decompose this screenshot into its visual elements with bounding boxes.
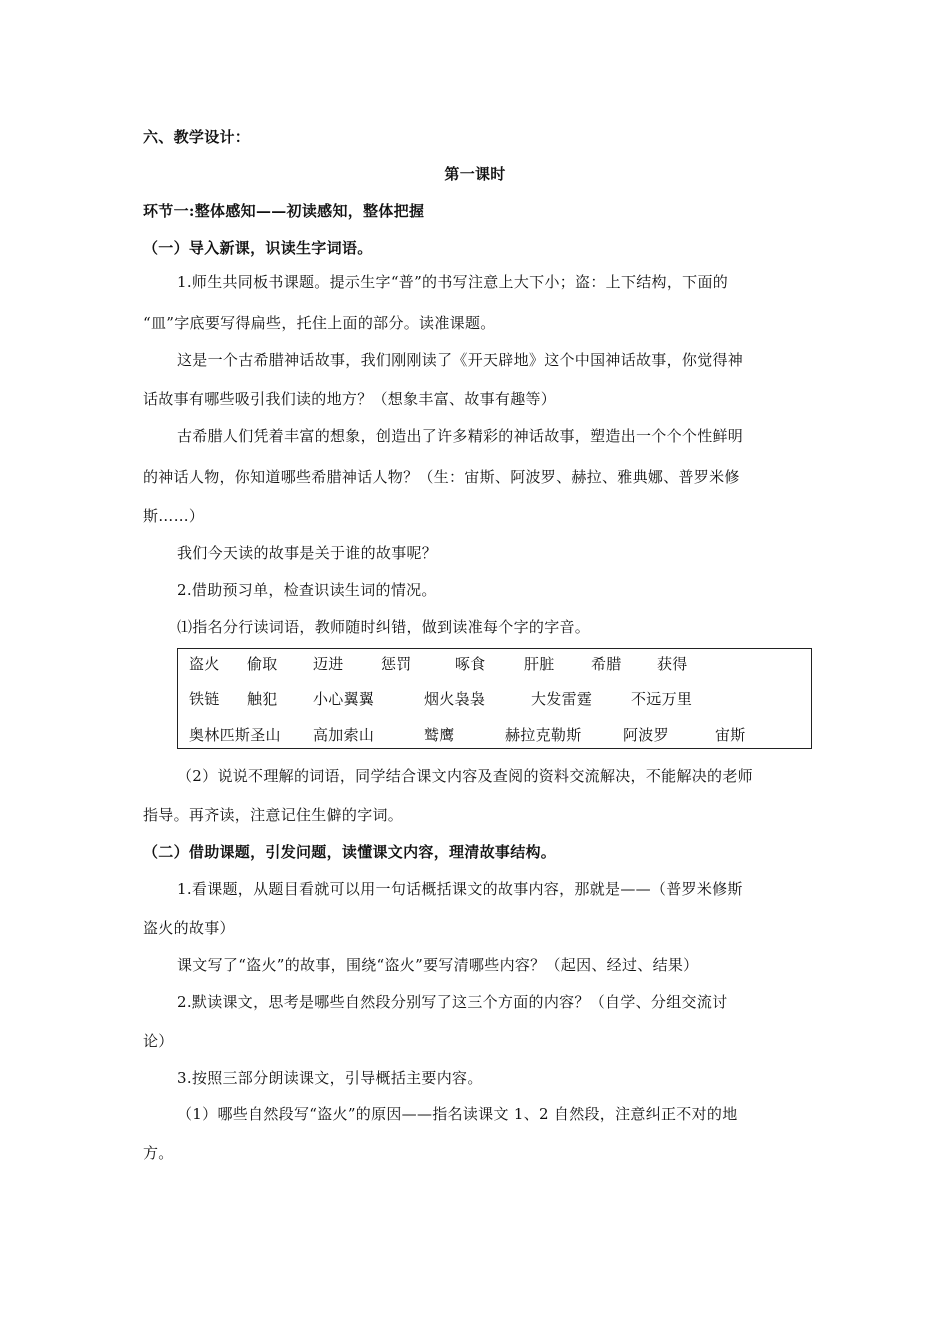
paragraph-line: 我们今天读的故事是关于谁的故事呢？ bbox=[177, 544, 438, 562]
paragraph-line: 指导。再齐读，注意记住生僻的字词。 bbox=[143, 806, 404, 824]
vocabulary-word: 啄食 bbox=[455, 655, 486, 673]
paragraph-line: 1.看课题，从题目看就可以用一句话概括课文的故事内容，那就是——（普罗米修斯 bbox=[177, 880, 743, 898]
vocabulary-word: 赫拉克勒斯 bbox=[505, 726, 582, 744]
paragraph-line: 这是一个古希腊神话故事，我们刚刚读了《开天辟地》这个中国神话故事，你觉得神 bbox=[177, 351, 744, 369]
paragraph-line: 课文写了“盗火”的故事，围绕“盗火”要写清哪些内容？（起因、经过、结果） bbox=[177, 956, 699, 974]
vocabulary-row bbox=[178, 725, 811, 745]
vocabulary-word: 鹫鹰 bbox=[424, 726, 455, 744]
vocabulary-word: 宙斯 bbox=[715, 726, 746, 744]
stage-one-heading: 环节一:整体感知——初读感知，整体把握 bbox=[143, 202, 425, 220]
paragraph-line: 方。 bbox=[143, 1144, 174, 1162]
part-two-heading: （二）借助课题，引发问题，读懂课文内容，理清故事结构。 bbox=[143, 843, 557, 861]
vocabulary-word: 偷取 bbox=[247, 655, 278, 673]
vocabulary-word: 希腊 bbox=[591, 655, 622, 673]
vocabulary-word: 大发雷霆 bbox=[531, 690, 593, 708]
paragraph-line: 斯……） bbox=[143, 507, 205, 525]
vocabulary-word: 触犯 bbox=[247, 690, 278, 708]
vocabulary-row bbox=[178, 654, 811, 674]
vocabulary-word: 惩罚 bbox=[381, 655, 412, 673]
paragraph-line: 2.借助预习单，检查识读生词的情况。 bbox=[177, 581, 437, 599]
vocabulary-word: 获得 bbox=[657, 655, 688, 673]
vocabulary-table bbox=[177, 648, 812, 749]
paragraph-line: “皿”字底要写得扁些，托住上面的部分。读准课题。 bbox=[143, 314, 496, 332]
paragraph-line: 1.师生共同板书课题。提示生字“普”的书写注意上大下小；盗：上下结构，下面的 bbox=[177, 273, 729, 291]
vocabulary-word: 阿波罗 bbox=[623, 726, 669, 744]
vocabulary-word: 铁链 bbox=[189, 690, 220, 708]
lesson-title: 第一课时 bbox=[444, 165, 506, 183]
vocabulary-word: 奥林匹斯圣山 bbox=[189, 726, 281, 744]
paragraph-line: 论） bbox=[143, 1032, 174, 1050]
paragraph-line: 3.按照三部分朗读课文，引导概括主要内容。 bbox=[177, 1069, 483, 1087]
paragraph-line: 2.默读课文，思考是哪些自然段分别写了这三个方面的内容？（自学、分组交流讨 bbox=[177, 993, 728, 1011]
vocabulary-word: 迈进 bbox=[313, 655, 344, 673]
vocabulary-word: 小心翼翼 bbox=[313, 690, 375, 708]
vocabulary-word: 盗火 bbox=[189, 655, 220, 673]
vocabulary-word: 高加索山 bbox=[313, 726, 375, 744]
section-heading: 六、教学设计： bbox=[143, 128, 251, 146]
vocabulary-word: 肝脏 bbox=[524, 655, 555, 673]
paragraph-line: 古希腊人们凭着丰富的想象，创造出了许多精彩的神话故事，塑造出一个个个性鲜明 bbox=[177, 427, 744, 445]
vocabulary-word: 不远万里 bbox=[631, 690, 693, 708]
vocabulary-row bbox=[178, 689, 811, 709]
paragraph-line: 盗火的故事） bbox=[143, 919, 235, 937]
vocabulary-word: 烟火袅袅 bbox=[424, 690, 486, 708]
paragraph-line: ⑴指名分行读词语，教师随时纠错，做到读准每个字的字音。 bbox=[177, 618, 591, 636]
paragraph-line: （1）哪些自然段写“盗火”的原因——指名读课文 1、2 自然段，注意纠正不对的地 bbox=[177, 1105, 738, 1123]
paragraph-line: 话故事有哪些吸引我们读的地方？（想象丰富、故事有趣等） bbox=[143, 390, 557, 408]
paragraph-line: 的神话人物，你知道哪些希腊神话人物？（生：宙斯、阿波罗、赫拉、雅典娜、普罗米修 bbox=[143, 468, 740, 486]
part-one-heading: （一）导入新课，识读生字词语。 bbox=[143, 239, 373, 257]
paragraph-line: （2）说说不理解的词语，同学结合课文内容及查阅的资料交流解决，不能解决的老师 bbox=[177, 767, 753, 785]
